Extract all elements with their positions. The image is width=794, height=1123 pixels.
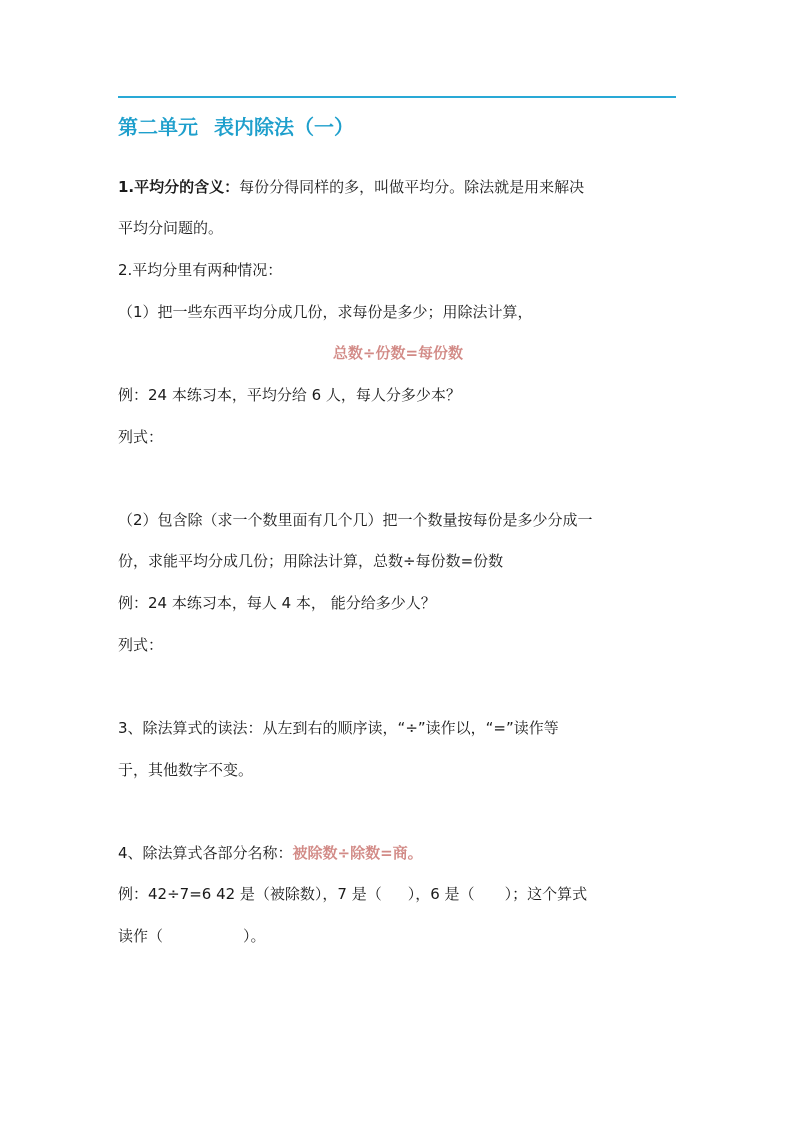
page-title	[118, 114, 678, 140]
section4-example-line2	[118, 926, 678, 946]
section4-heading	[118, 843, 678, 863]
example-mid2: ）；这个算式	[504, 885, 588, 903]
section1-line1	[118, 177, 678, 197]
header-rule	[118, 96, 676, 98]
section1-label: 1.平均分的含义：	[118, 178, 240, 196]
unit-label: 第二单元	[118, 115, 198, 139]
section4-label: 4、除法算式各部分名称：	[118, 844, 293, 862]
case1-equation-label: 列式：	[118, 428, 164, 446]
case2-text1: （2）包含除（求一个数里面有几个几）把一个数量按每份是多少分成一	[118, 511, 593, 529]
section2-heading: 2.平均分里有两种情况：	[118, 261, 283, 279]
section1-text1: 每份分得同样的多，叫做平均分。除法就是用来解决	[239, 178, 585, 196]
read-as-end: ）。	[243, 927, 266, 945]
section1-line2: 平均分问题的。	[118, 219, 224, 237]
example-intro: 例：42÷7=6 42 是（被除数），7 是（	[118, 885, 382, 903]
read-as-start: 读作（	[118, 927, 164, 945]
case1-text: （1）把一些东西平均分成几份，求每份是多少；用除法计算，	[118, 303, 533, 321]
section4-formula: 被除数÷除数=商。	[292, 844, 423, 862]
case2-equation-label: 列式：	[118, 636, 164, 654]
case2-example: 例：24 本练习本，每人 4 本， 能分给多少人？	[118, 594, 436, 612]
case1-formula: 总数÷份数=每份数	[332, 344, 464, 362]
unit-name: 表内除法（一）	[214, 115, 354, 139]
section3-line1: 3、除法算式的读法：从左到右的顺序读，“÷”读作以，“=”读作等	[118, 719, 559, 737]
case1-example: 例：24 本练习本，平均分给 6 人，每人分多少本？	[118, 386, 461, 404]
section3-line2: 于，其他数字不变。	[118, 761, 254, 779]
case2-text2: 份，求能平均分成几份；用除法计算，总数÷每份数=份数	[118, 552, 504, 570]
section4-example-line1	[118, 884, 678, 904]
example-mid1: ），6 是（	[407, 885, 475, 903]
